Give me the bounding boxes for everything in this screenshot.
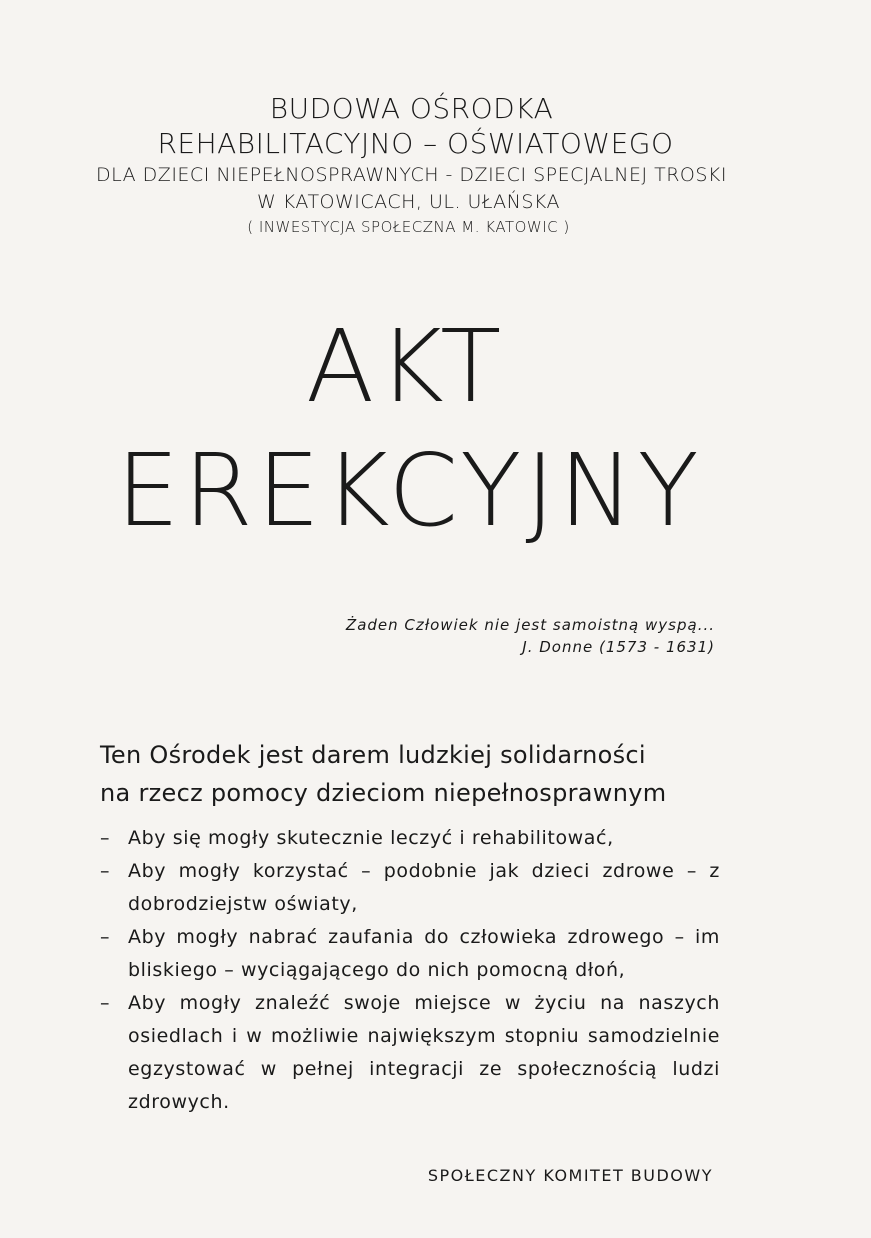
title-line-1: AKT — [305, 308, 506, 425]
title-line-2: EREKCYJNY — [116, 432, 703, 549]
list-item — [100, 822, 720, 855]
list-item — [100, 921, 720, 987]
list-dash: – — [100, 926, 111, 948]
lead-line-2: na rzecz pomocy dzieciom niepełnosprawnym — [100, 779, 667, 807]
list-dash: – — [100, 860, 111, 882]
lead-line-1: Ten Ośrodek jest darem ludzkiej solidarności — [100, 741, 646, 769]
list-dash: – — [100, 992, 111, 1014]
list-item-text: Aby mogły znaleźć swoje miejsce w życiu na naszych osiedlach i w możliwie największym stopniu samodzielnie egzystować w pełnej integracji ze społecznością ludzi zdrowych. — [128, 992, 720, 1113]
list-item-text: Aby mogły korzystać – podobnie jak dzieci zdrowe – z dobrodziejstw oświaty, — [128, 860, 720, 915]
list-item-text: Aby się mogły skutecznie leczyć i rehabilitować, — [128, 827, 614, 849]
signature: SPOŁECZNY KOMITET BUDOWY — [427, 1166, 713, 1185]
list-item — [100, 855, 720, 921]
list-dash: – — [100, 827, 111, 849]
header-line-3: DLA DZIECI NIEPEŁNOSPRAWNYCH - DZIECI SPECJALNEJ TROSKI — [95, 164, 727, 186]
points-list — [100, 822, 720, 1119]
quote-text: Żaden Człowiek nie jest samoistną wyspą... — [345, 616, 715, 634]
header-line-1: BUDOWA OŚRODKA — [269, 92, 554, 125]
lead-paragraph — [100, 736, 740, 812]
epigraph-quote — [346, 614, 715, 658]
header-line-4: W KATOWICACH, UL. UŁAŃSKA — [256, 191, 561, 213]
list-item-text: Aby mogły nabrać zaufania do człowieka zdrowego – im bliskiego – wyciągającego do nich pomocną dłoń, — [128, 926, 720, 981]
header-line-5: ( INWESTYCJA SPOŁECZNA M. KATOWIC ) — [247, 218, 570, 236]
list-item — [100, 987, 720, 1119]
document-header — [0, 92, 871, 238]
quote-author: J. Donne (1573 - 1631) — [522, 638, 715, 656]
header-line-2: REHABILITACYJNO – OŚWIATOWEGO — [157, 127, 674, 160]
